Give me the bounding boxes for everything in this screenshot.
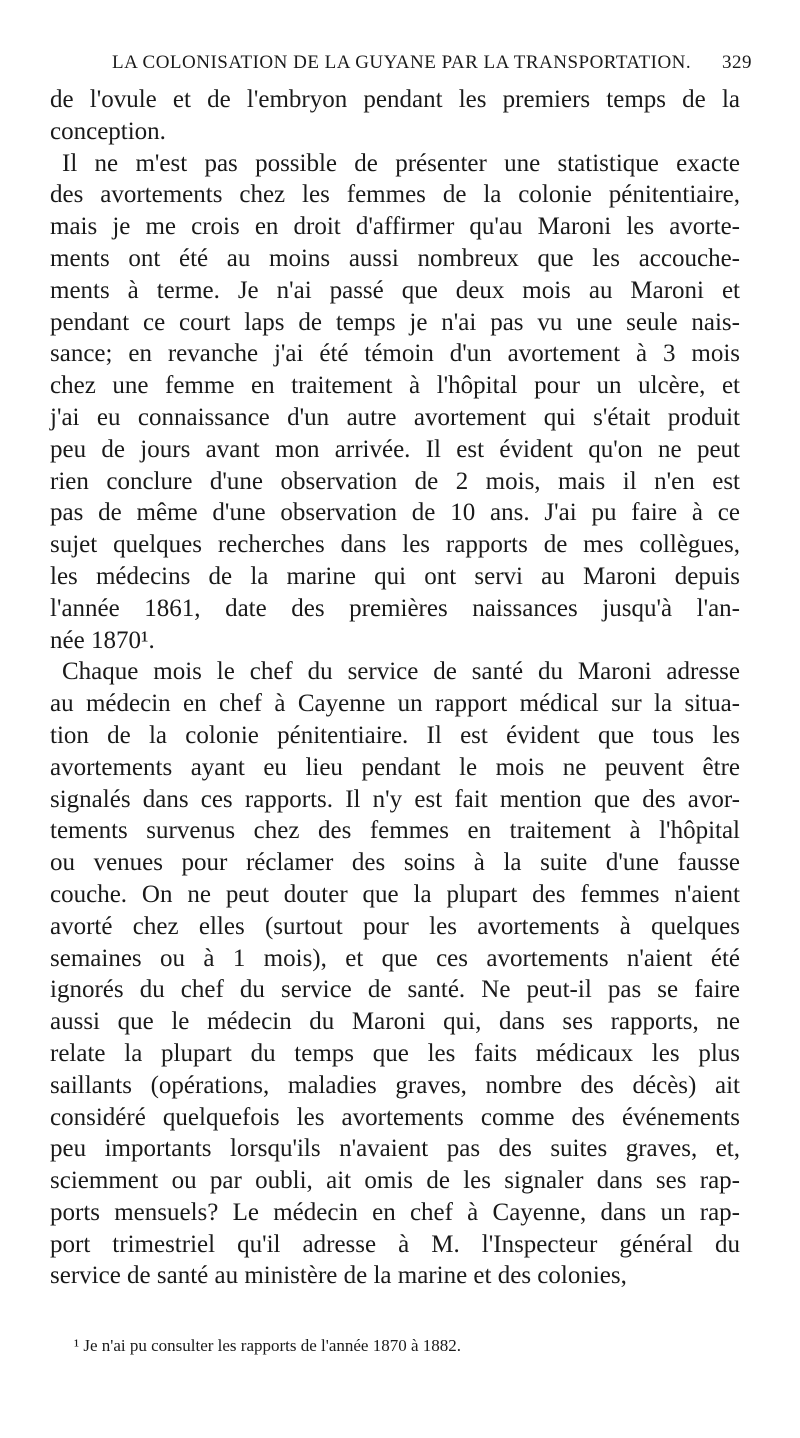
text-line: sance; en revanche j'ai été témoin d'un avortement à 3 mois <box>50 340 740 368</box>
text-line: tements survenus chez des femmes en traitement à l'hôpital <box>50 817 740 845</box>
text-line: peu de jours avant mon arrivée. Il est évident qu'on ne peut <box>50 435 740 463</box>
text-line: sujet quelques recherches dans les rapports de mes collègues, <box>50 531 740 559</box>
text-line: conception. <box>50 117 166 145</box>
text-line: couche. On ne peut douter que la plupart des femmes n'aient <box>50 880 740 908</box>
text-line: née 1870¹. <box>50 626 155 654</box>
page-number: 329 <box>722 52 752 73</box>
text-line: avortements ayant eu lieu pendant le mois ne peuvent être <box>50 753 740 781</box>
text-line: ports mensuels? Le médecin en chef à Cayenne, dans un rap- <box>50 1198 740 1226</box>
text-line: ments à terme. Je n'ai passé que deux mois au Maroni et <box>50 276 740 304</box>
text-line: semaines ou à 1 mois), et que ces avortements n'aient été <box>50 944 740 972</box>
text-line: les médecins de la marine qui ont servi au Maroni depuis <box>50 562 740 590</box>
text-line: j'ai eu connaissance d'un autre avortement qui s'était produit <box>50 403 740 431</box>
text-line: mais je me crois en droit d'affirmer qu'au Maroni les avorte- <box>50 213 740 241</box>
text-line: saillants (opérations, maladies graves, nombre des décès) ait <box>50 1071 740 1099</box>
text-line: peu importants lorsqu'ils n'avaient pas des suites graves, et, <box>50 1135 740 1163</box>
text-line: chez une femme en traitement à l'hôpital pour un ulcère, et <box>50 372 740 400</box>
footnote: ¹ Je n'ai pu consulter les rapports de l'année 1870 à 1882. <box>74 1336 462 1355</box>
text-line: ou venues pour réclamer des soins à la suite d'une fausse <box>50 849 740 877</box>
text-line: ments ont été au moins aussi nombreux que les accouche- <box>50 244 740 272</box>
text-line: relate la plupart du temps que les faits médicaux les plus <box>50 1039 740 1067</box>
text-line: service de santé au ministère de la marine et des colonies, <box>50 1262 627 1290</box>
text-line: considéré quelquefois les avortements comme des événements <box>50 1103 740 1131</box>
body-text <box>50 84 740 1292</box>
text-line: pas de même d'une observation de 10 ans. J'ai pu faire à ce <box>50 499 740 527</box>
text-line: des avortements chez les femmes de la colonie pénitentiaire, <box>50 181 740 209</box>
running-header <box>112 52 752 74</box>
text-line: port trimestriel qu'il adresse à M. l'Inspecteur général du <box>50 1230 740 1258</box>
running-title: LA COLONISATION DE LA GUYANE PAR LA TRANSPORTATION. <box>112 52 692 73</box>
text-line: l'année 1861, date des premières naissances jusqu'à l'an- <box>50 594 740 622</box>
text-line: signalés dans ces rapports. Il n'y est fait mention que des avor- <box>50 785 740 813</box>
text-line: ignorés du chef du service de santé. Ne peut-il pas se faire <box>50 976 740 1004</box>
text-line: Chaque mois le chef du service de santé du Maroni adresse <box>62 658 740 686</box>
text-line: sciemment ou par oubli, ait omis de les signaler dans ses rap- <box>50 1167 740 1195</box>
text-line: Il ne m'est pas possible de présenter une statistique exacte <box>62 149 740 177</box>
text-line: au médecin en chef à Cayenne un rapport médical sur la situa- <box>50 690 740 718</box>
text-line: aussi que le médecin du Maroni qui, dans ses rapports, ne <box>50 1008 740 1036</box>
text-line: rien conclure d'une observation de 2 mois, mais il n'en est <box>50 467 740 495</box>
text-line: tion de la colonie pénitentiaire. Il est évident que tous les <box>50 721 740 749</box>
text-line: avorté chez elles (surtout pour les avortements à quelques <box>50 912 740 940</box>
text-line: pendant ce court laps de temps je n'ai pas vu une seule nais- <box>50 308 740 336</box>
text-line: de l'ovule et de l'embryon pendant les premiers temps de la <box>50 86 740 113</box>
